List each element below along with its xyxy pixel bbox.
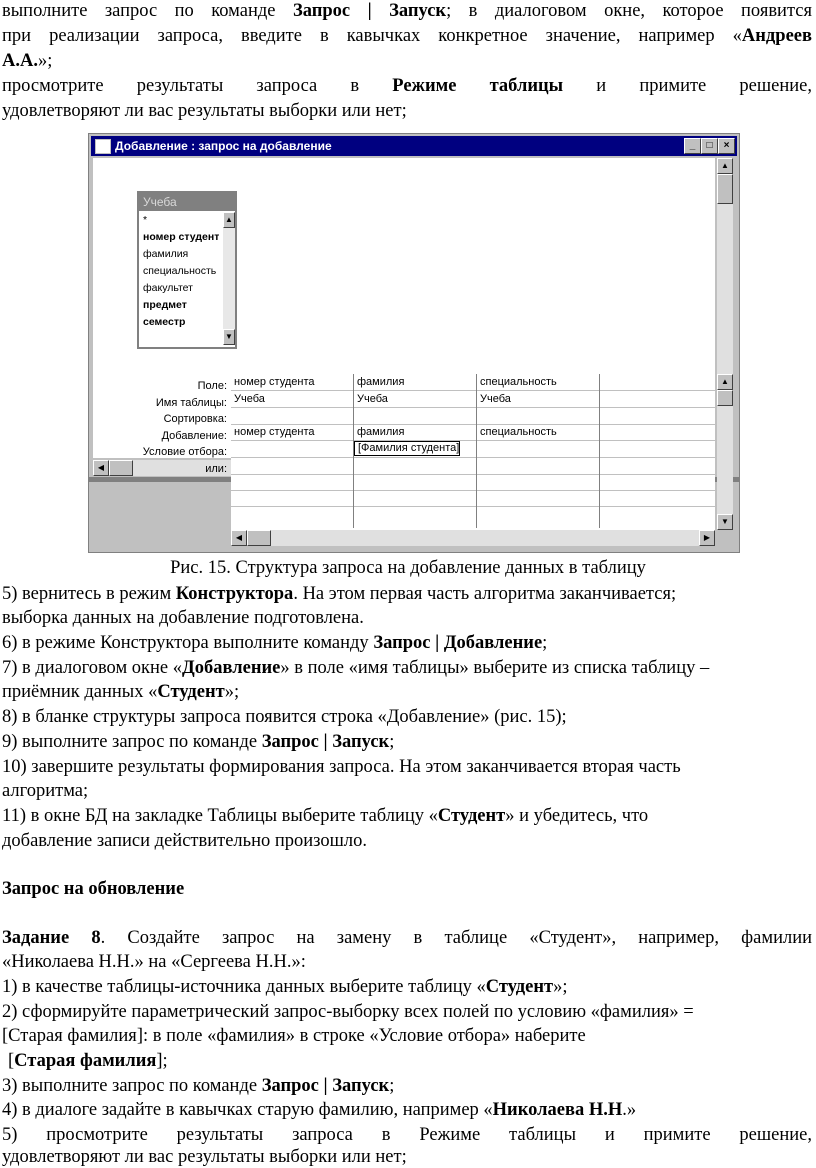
grid-line <box>231 390 715 391</box>
text: » в поле «имя таблицы» выберите из списка таблицу – <box>280 658 710 678</box>
text: при реализации запроса, введите в кавычках конкретное значение, например « <box>2 26 742 46</box>
field-item[interactable]: семестр <box>143 316 186 328</box>
paragraph-line: добавление записи действительно произошло. <box>2 831 367 851</box>
field-item[interactable]: фамилия <box>143 248 189 260</box>
field-list-scrollbar[interactable] <box>223 212 235 345</box>
text: 11) в окне БД на закладке Таблицы выберите таблицу « <box>2 806 438 826</box>
grid-column-divider <box>599 374 600 528</box>
scroll-left-icon[interactable]: ◀ <box>93 460 109 476</box>
text: выполните запрос по команде <box>2 1 293 21</box>
text-bold: Николаева Н.Н <box>492 1100 623 1120</box>
text: . Создайте запрос на замену в таблице «Студент», например, фамилии <box>100 928 813 948</box>
scroll-up-icon[interactable]: ▲ <box>717 374 733 390</box>
field-item[interactable]: факультет <box>143 282 193 294</box>
text: 5) вернитесь в режим <box>2 584 176 604</box>
row-label: Сортировка: <box>163 413 227 425</box>
grid-line <box>231 490 715 491</box>
paragraph-line <box>2 1075 812 1097</box>
grid-cell-append[interactable]: номер студента <box>234 426 315 438</box>
text-bold: Добавление <box>182 658 281 678</box>
paragraph-line: 2) сформируйте параметрический запрос-выборку всех полей по условию «фамилия» = <box>2 1002 694 1022</box>
text-bold: Запрос | Добавление <box>373 633 543 653</box>
text-bold: Студент <box>157 682 225 702</box>
field-item[interactable]: * <box>143 214 148 226</box>
query-grid[interactable] <box>231 374 715 546</box>
paragraph-line <box>2 583 812 605</box>
paragraph-line <box>2 25 812 47</box>
text-bold: Старая фамилия <box>14 1051 157 1071</box>
text: »; <box>37 51 53 71</box>
text: 7) в диалоговом окне « <box>2 658 183 678</box>
text: 6) в режиме Конструктора выполните команду <box>2 633 374 653</box>
paragraph-line <box>2 805 812 827</box>
query-icon <box>95 139 111 154</box>
paragraph-line <box>2 0 812 22</box>
grid-line <box>231 506 715 507</box>
paragraph-line <box>2 50 812 72</box>
text-bold: Задание 8 <box>2 928 101 948</box>
scroll-down-icon[interactable]: ▼ <box>717 514 733 530</box>
text: ; <box>389 1076 395 1096</box>
paragraph-line: алгоритма; <box>2 781 89 801</box>
text-bold: Запрос | Запуск <box>261 1076 390 1096</box>
text: 9) выполните запрос по команде <box>2 732 262 752</box>
scroll-left-icon[interactable]: ◀ <box>231 530 247 546</box>
paragraph-line: удовлетворяют ли вас результаты выборки или нет; <box>2 1147 407 1167</box>
text: »; <box>553 977 568 997</box>
paragraph-line <box>2 1099 812 1121</box>
text-bold: Режиме таблицы <box>392 76 564 96</box>
window-title: Добавление : запрос на добавление <box>115 139 332 153</box>
grid-cell-table[interactable]: Учеба <box>480 393 511 405</box>
text: ; <box>542 633 548 653</box>
text-bold: Студент <box>485 977 554 997</box>
text-bold: А.А. <box>2 51 38 71</box>
text-bold: Запрос | Запуск <box>261 732 390 752</box>
text: ]; <box>156 1051 168 1071</box>
maximize-button[interactable]: □ <box>701 138 718 154</box>
text: ; в диалоговом окне, которое появится <box>446 1 812 21</box>
grid-cell-field[interactable]: фамилия <box>357 376 405 388</box>
text: 4) в диалоге задайте в кавычках старую фамилию, например « <box>2 1100 493 1120</box>
text: »; <box>224 682 240 702</box>
grid-cell-field[interactable]: специальность <box>480 376 557 388</box>
row-label: Условие отбора: <box>142 446 227 458</box>
minimize-button[interactable]: _ <box>684 138 701 154</box>
row-label: Добавление: <box>161 429 227 442</box>
grid-cell-table[interactable]: Учеба <box>234 393 265 405</box>
paragraph-line <box>2 632 812 654</box>
grid-vertical-scrollbar[interactable] <box>717 374 733 530</box>
scroll-right-icon[interactable]: ▶ <box>699 530 715 546</box>
scroll-thumb[interactable] <box>717 174 733 204</box>
scroll-thumb[interactable] <box>247 530 271 546</box>
text: » и убедитесь, что <box>505 806 649 826</box>
text-bold: Конструктора <box>175 584 294 604</box>
grid-cell-field[interactable]: номер студента <box>234 376 315 388</box>
paragraph-line: 10) завершите результаты формирования запроса. На этом заканчивается вторая часть <box>2 757 681 777</box>
field-item[interactable]: предмет <box>143 299 187 311</box>
paragraph-line <box>8 1050 816 1072</box>
text: приёмник данных « <box>2 682 158 702</box>
grid-cell-append[interactable]: специальность <box>480 426 557 438</box>
close-button[interactable]: × <box>718 138 735 154</box>
figure-caption: Рис. 15. Структура запроса на добавление данных в таблицу <box>170 558 646 578</box>
text: [ <box>8 1051 15 1071</box>
paragraph-line <box>2 927 812 949</box>
text: ; <box>389 732 395 752</box>
paragraph-line: 8) в бланке структуры запроса появится строка «Добавление» (рис. 15); <box>2 707 567 727</box>
row-label: Имя таблицы: <box>155 396 227 409</box>
grid-cell-append[interactable]: фамилия <box>357 426 405 438</box>
text: 3) выполните запрос по команде <box>2 1076 262 1096</box>
scroll-down-icon[interactable]: ▼ <box>223 329 235 345</box>
text: 1) в качестве таблицы-источника данных выберите таблицу « <box>2 977 486 997</box>
paragraph-line: 5) просмотрите результаты запроса в Режиме таблицы и примите решение, <box>2 1125 812 1145</box>
field-list-title[interactable]: Учеба <box>139 193 235 211</box>
scroll-up-icon[interactable]: ▲ <box>223 212 235 228</box>
field-list-table[interactable] <box>137 191 237 349</box>
paragraph-line: удовлетворяют ли вас результаты выборки или нет; <box>2 101 407 121</box>
section-heading: Запрос на обновление <box>2 879 185 899</box>
text-bold: Студент <box>437 806 506 826</box>
text: .» <box>622 1100 637 1120</box>
row-label: или: <box>205 462 227 475</box>
query-design-window <box>88 133 740 553</box>
scroll-thumb[interactable] <box>717 390 733 406</box>
grid-horizontal-scrollbar[interactable] <box>231 530 715 546</box>
grid-cell-criteria[interactable]: [Фамилия студента] <box>354 441 460 456</box>
paragraph-line <box>2 681 812 703</box>
grid-line <box>231 457 715 458</box>
text-bold: Андреев <box>741 26 812 46</box>
text: и примите решение, <box>563 76 812 96</box>
scroll-up-icon[interactable]: ▲ <box>717 158 733 174</box>
grid-line <box>231 407 715 408</box>
paragraph-line <box>2 731 812 753</box>
paragraph-line: «Николаева Н.Н.» на «Сергеева Н.Н.»: <box>2 952 306 972</box>
grid-line <box>231 474 715 475</box>
field-item[interactable]: номер студент <box>143 231 219 243</box>
paragraph-line: [Старая фамилия]: в поле «фамилия» в строке «Условие отбора» наберите <box>2 1026 586 1046</box>
grid-line <box>231 440 715 441</box>
row-label: Поле: <box>197 380 227 392</box>
text: просмотрите результаты запроса в <box>2 76 393 96</box>
text: . На этом первая часть алгоритма заканчивается; <box>293 584 677 604</box>
field-item[interactable]: специальность <box>143 265 217 277</box>
paragraph-line <box>2 75 812 97</box>
text-bold: Запрос | Запуск <box>292 1 447 21</box>
paragraph-line <box>2 657 812 679</box>
row-labels <box>93 378 227 477</box>
paragraph-line: выборка данных на добавление подготовлена. <box>2 608 364 628</box>
grid-cell-table[interactable]: Учеба <box>357 393 388 405</box>
title-bar <box>91 136 737 156</box>
paragraph-line <box>2 976 812 998</box>
